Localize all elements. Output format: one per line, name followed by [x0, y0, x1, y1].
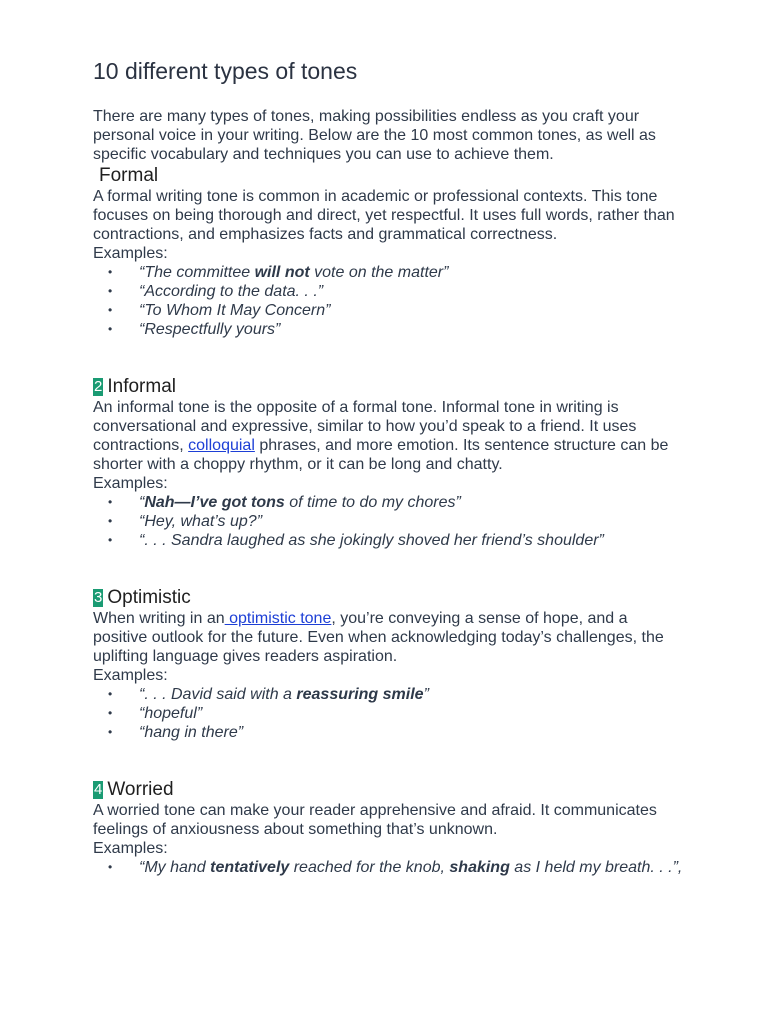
informal-description: An informal tone is the opposite of a formal tone. Informal tone in writing is conversational and expressive, similar to how you’d speak to a friend. It uses contractions, colloquial phrases, and more emotion. Its sentence structure can be shorter with a choppy rhythm, or it can be long and chatty.: [93, 399, 669, 473]
list-item: • “hang in there”: [139, 723, 683, 742]
emphasis: Nah—I’ve got tons: [144, 494, 285, 511]
list-item: • “My hand tentatively reached for the knob, shaking as I held my breath. . .”,: [139, 858, 683, 877]
examples-label: Examples:: [93, 475, 168, 492]
emphasis: shaking: [449, 859, 510, 876]
section-heading-informal: [93, 376, 683, 398]
section-heading-label: Formal: [99, 165, 159, 186]
list-item: • “. . . Sandra laughed as she jokingly shoved her friend’s shoulder”: [139, 531, 683, 550]
section-heading-label: Worried: [107, 779, 174, 800]
worried-description: A worried tone can make your reader apprehensive and afraid. It communicates feelings of anxiousness about something that’s unknown.: [93, 802, 657, 838]
list-item: • “Hey, what’s up?”: [139, 512, 683, 531]
section-heading-worried: [93, 779, 683, 801]
worried-examples-list: [93, 858, 683, 877]
list-item: • “hopeful”: [139, 704, 683, 723]
optimistic-description: When writing in an optimistic tone, you’re conveying a sense of hope, and a positive outlook for the future. Even when acknowledging today’s challenges, the uplifting language gives readers aspiration.: [93, 610, 664, 665]
examples-label: Examples:: [93, 667, 168, 684]
examples-label: Examples:: [93, 245, 168, 262]
section-number-badge: 3: [94, 589, 103, 606]
section-number-badge: 2: [94, 378, 103, 395]
optimistic-tone-link[interactable]: optimistic tone: [224, 610, 332, 627]
section-heading-label: Informal: [107, 376, 176, 397]
list-item: • “Nah—I’ve got tons of time to do my chores”: [139, 493, 683, 512]
document-page: [93, 56, 683, 877]
list-item: • “To Whom It May Concern”: [139, 301, 683, 320]
informal-examples-list: [93, 493, 683, 550]
section-heading-label: Optimistic: [107, 587, 191, 608]
emphasis: will not: [254, 264, 310, 281]
list-item: • “Respectfully yours”: [139, 320, 683, 339]
emphasis: tentatively: [210, 859, 290, 876]
colloquial-link[interactable]: colloquial: [188, 437, 255, 454]
optimistic-examples-list: [93, 685, 683, 742]
formal-description: A formal writing tone is common in academic or professional contexts. This tone focuses on being thorough and direct, yet respectful. It uses full words, rather than contractions, and emphasizes facts and grammatical correctness.: [93, 188, 675, 243]
list-item: • “According to the data. . .”: [139, 282, 683, 301]
list-item: • “The committee will not vote on the matter”: [139, 263, 683, 282]
formal-examples-list: [93, 263, 683, 339]
intro-paragraph: There are many types of tones, making possibilities endless as you craft your personal voice in your writing. Below are the 10 most common tones, as well as specific vocabulary and techniques you can use to achieve them.: [93, 108, 656, 163]
section-number-badge: 4: [94, 781, 103, 798]
examples-label: Examples:: [93, 840, 168, 857]
list-item: • “. . . David said with a reassuring smile”: [139, 685, 683, 704]
page-title: 10 different types of tones: [93, 58, 358, 84]
section-heading-formal: [93, 165, 683, 187]
emphasis: reassuring smile: [296, 686, 424, 703]
section-heading-optimistic: [93, 587, 683, 609]
